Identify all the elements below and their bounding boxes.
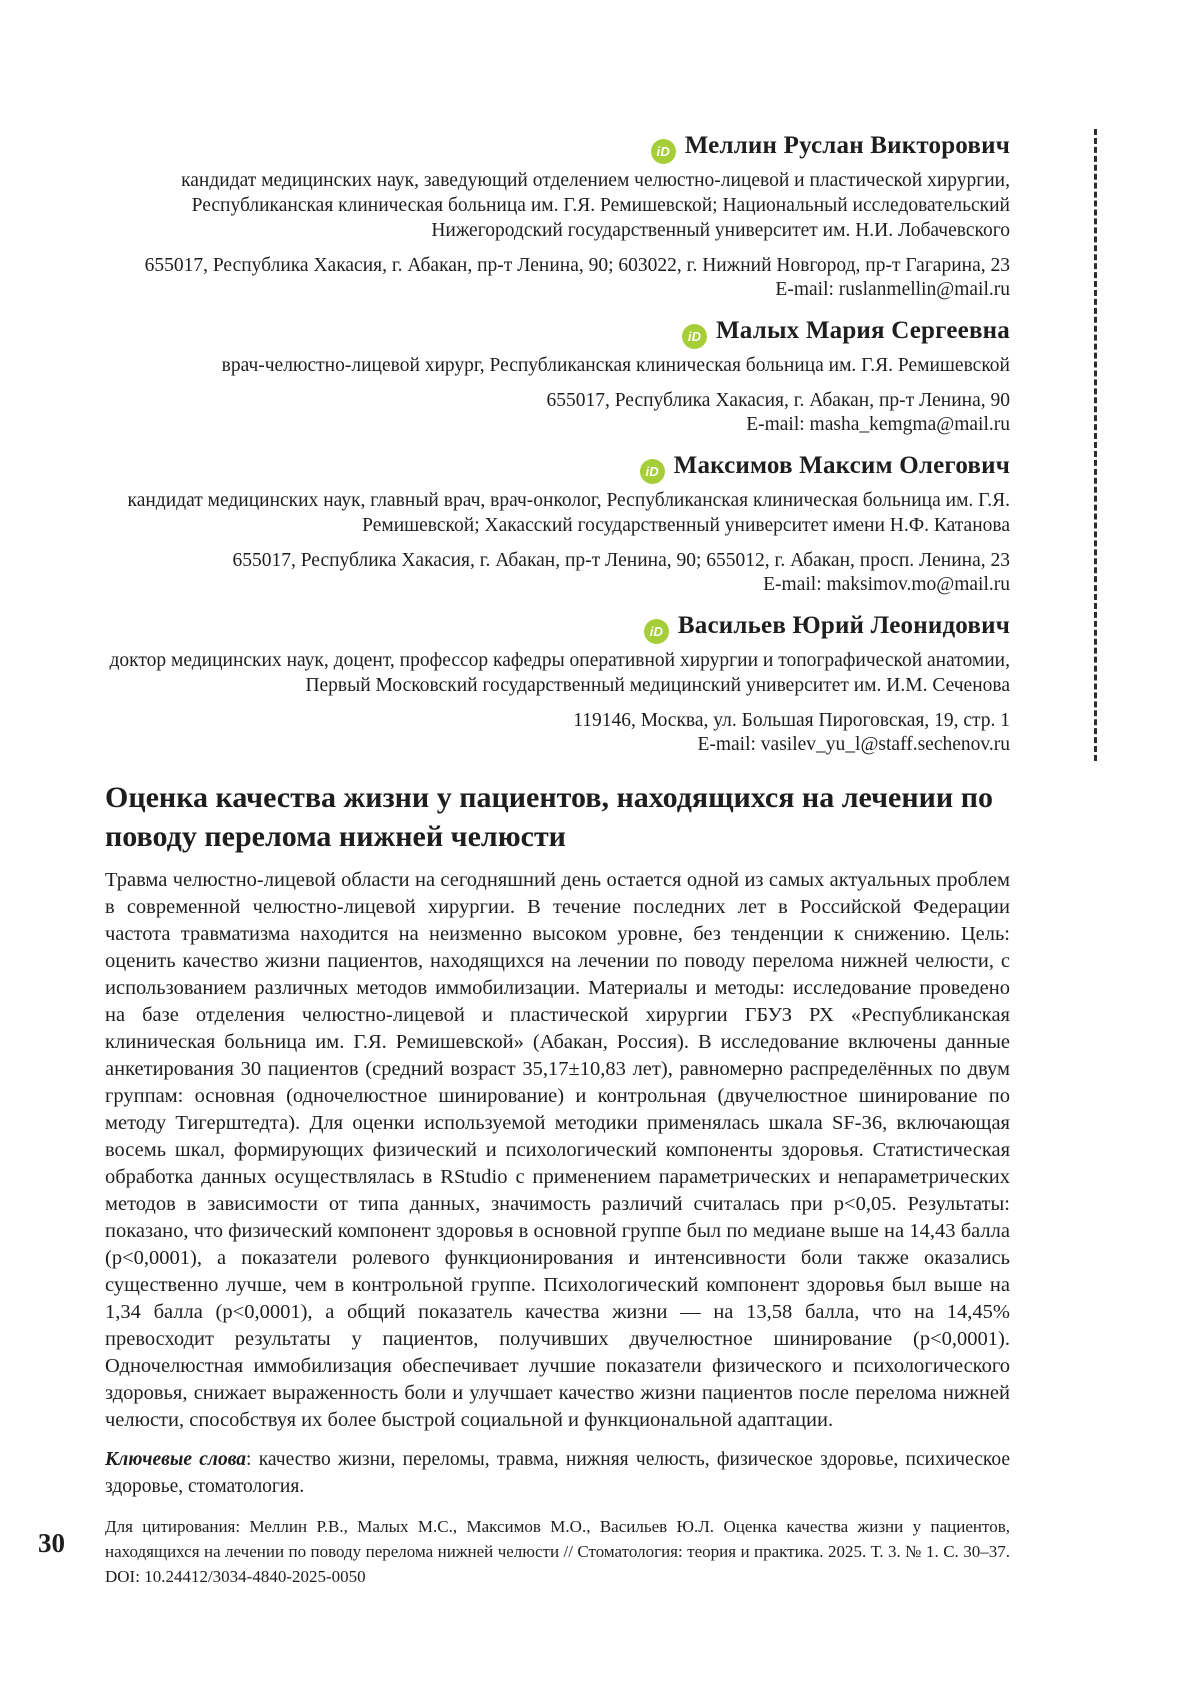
author-address: 655017, Республика Хакасия, г. Абакан, пр-т Ленина, 90; 655012, г. Абакан, просп. Ленина, 23 [232,550,1010,571]
author-contact [105,709,1010,757]
author-email: E-mail: masha_kemgma@mail.ru [746,414,1010,435]
author-affiliation: доктор медицинских наук, доцент, профессор кафедры оперативной хирургии и топографической анатомии, Первый Московский государственный медицинский университет им. И.М. Сеченова [109,650,1010,696]
article-title: Оценка качества жизни у пациентов, находящихся на лечении по поводу перелома нижней челюсти [105,781,993,853]
author-name-row [105,131,1010,164]
author-name: Меллин Руслан Викторович [684,132,1010,159]
abstract-text: Травма челюстно-лицевой области на сегодняшний день остается одной из самых актуальных проблем в современной челюстно-лицевой хирургии. В течение последних лет в Российской Федерации частота травматизма находится на неизменно высоком уровне, без тенденции к снижению. Цель: оценить качество жизни пациентов, находящихся на лечении по поводу перелома нижней челюсти, с использованием различных методов иммобилизации. Материалы и методы: исследование проведено на базе отделения челюстно-лицевой и пластической хирургии ГБУЗ РХ «Республиканская клиническая больница им. Г.Я. Ремишевской» (Абакан, Россия). В исследование включены данные анкетирования 30 пациентов (средний возраст 35,17±10,83 лет), равномерно распределённых по двум группам: основная (одночелюстное шинирование) и контрольная (двучелюстное шинирование по методу Тигерштедта). Для оценки используемой методики применялась шкала SF-36, включающая восемь шкал, формирующих физический и психологический компоненты здоровья. Статистическая обработка данных осуществлялась в RStudio с применением параметрических и непараметрических методов в зависимости от типа данных, значимость различий считалась при p<0,05. Результаты: показано, что физический компонент здоровья в основной группе был по медиане выше на 14,43 балла (p<0,0001), а показатели ролевого функционирования и интенсивности боли также оказались существенно лучше, чем в контрольной группе. Психологический компонент здоровья был выше на 1,34 балла (p<0,0001), а общий показатель качества жизни — на 13,58 балла, что на 14,45% превосходит результаты у пациентов, получивших двучелюстное шинирование (p<0,0001). Одночелюстная иммобилизация обеспечивает лучшие показатели физического и психологического здоровья, снижает выраженность боли и улучшает качество жизни пациентов после перелома нижней челюсти, способствуя их более быстрой социальной и функциональной адаптации. [105,869,1010,1431]
author-name-row [105,611,1010,644]
author-contact [105,549,1010,597]
main-column [105,131,1010,1589]
author-name: Васильев Юрий Леонидович [677,612,1010,639]
orcid-icon[interactable]: iD [640,459,665,484]
author-name: Максимов Максим Олегович [673,452,1010,479]
author-name-row [105,451,1010,484]
author-name: Малых Мария Сергеевна [716,317,1010,344]
author-address: 655017, Республика Хакасия, г. Абакан, пр-т Ленина, 90 [546,390,1010,411]
author-contact [105,254,1010,302]
citation-paragraph: Для цитирования: Меллин Р.В., Малых М.С., Максимов М.О., Васильев Ю.Л. Оценка качества жизни у пациентов, находящихся на лечении по поводу перелома нижней челюсти // Стоматология: теория и практика. 2025. Т. 3. № 1. С. 30–37. DOI: 10.24412/3034-4840-2025-0050 [105,1517,1010,1586]
orcid-icon[interactable]: iD [651,139,676,164]
keywords-list: : качество жизни, переломы, травма, нижняя челюсть, физическое здоровье, психическое здоровье, стоматология. [105,1449,1010,1497]
author-address: 655017, Республика Хакасия, г. Абакан, пр-т Ленина, 90; 603022, г. Нижний Новгород, пр-т Гагарина, 23 [144,255,1010,276]
author-name-row [105,316,1010,349]
author-contact [105,389,1010,437]
author-block [105,316,1010,437]
author-block [105,451,1010,597]
authors-section [105,131,1010,757]
page-number: 30 [38,1528,65,1558]
keywords-label: Ключевые слова [105,1449,247,1470]
author-block [105,611,1010,757]
author-affiliation: кандидат медицинских наук, главный врач, врач-онколог, Республиканская клиническая больница им. Г.Я. Ремишевской; Хакасский государственный университет имени Н.Ф. Катанова [127,490,1010,536]
author-email: E-mail: vasilev_yu_l@staff.sechenov.ru [697,734,1010,755]
author-block [105,131,1010,302]
keywords-paragraph [105,1446,1010,1500]
author-affiliation: кандидат медицинских наук, заведующий отделением челюстно-лицевой и пластической хирургии, Республиканская клиническая больница им. Г.Я. Ремишевской; Национальный исследовательский Нижегородский государственный университет им. Н.И. Лобачевского [181,170,1010,241]
author-email: E-mail: ruslanmellin@mail.ru [775,279,1010,300]
orcid-icon[interactable]: iD [644,619,669,644]
orcid-icon[interactable]: iD [682,324,707,349]
authors-divider-dashed-line [1094,129,1097,761]
author-address: 119146, Москва, ул. Большая Пироговская, 19, стр. 1 [573,710,1010,731]
author-email: E-mail: maksimov.mo@mail.ru [763,574,1010,595]
author-affiliation: врач-челюстно-лицевой хирург, Республиканская клиническая больница им. Г.Я. Ремишевской [221,355,1010,376]
